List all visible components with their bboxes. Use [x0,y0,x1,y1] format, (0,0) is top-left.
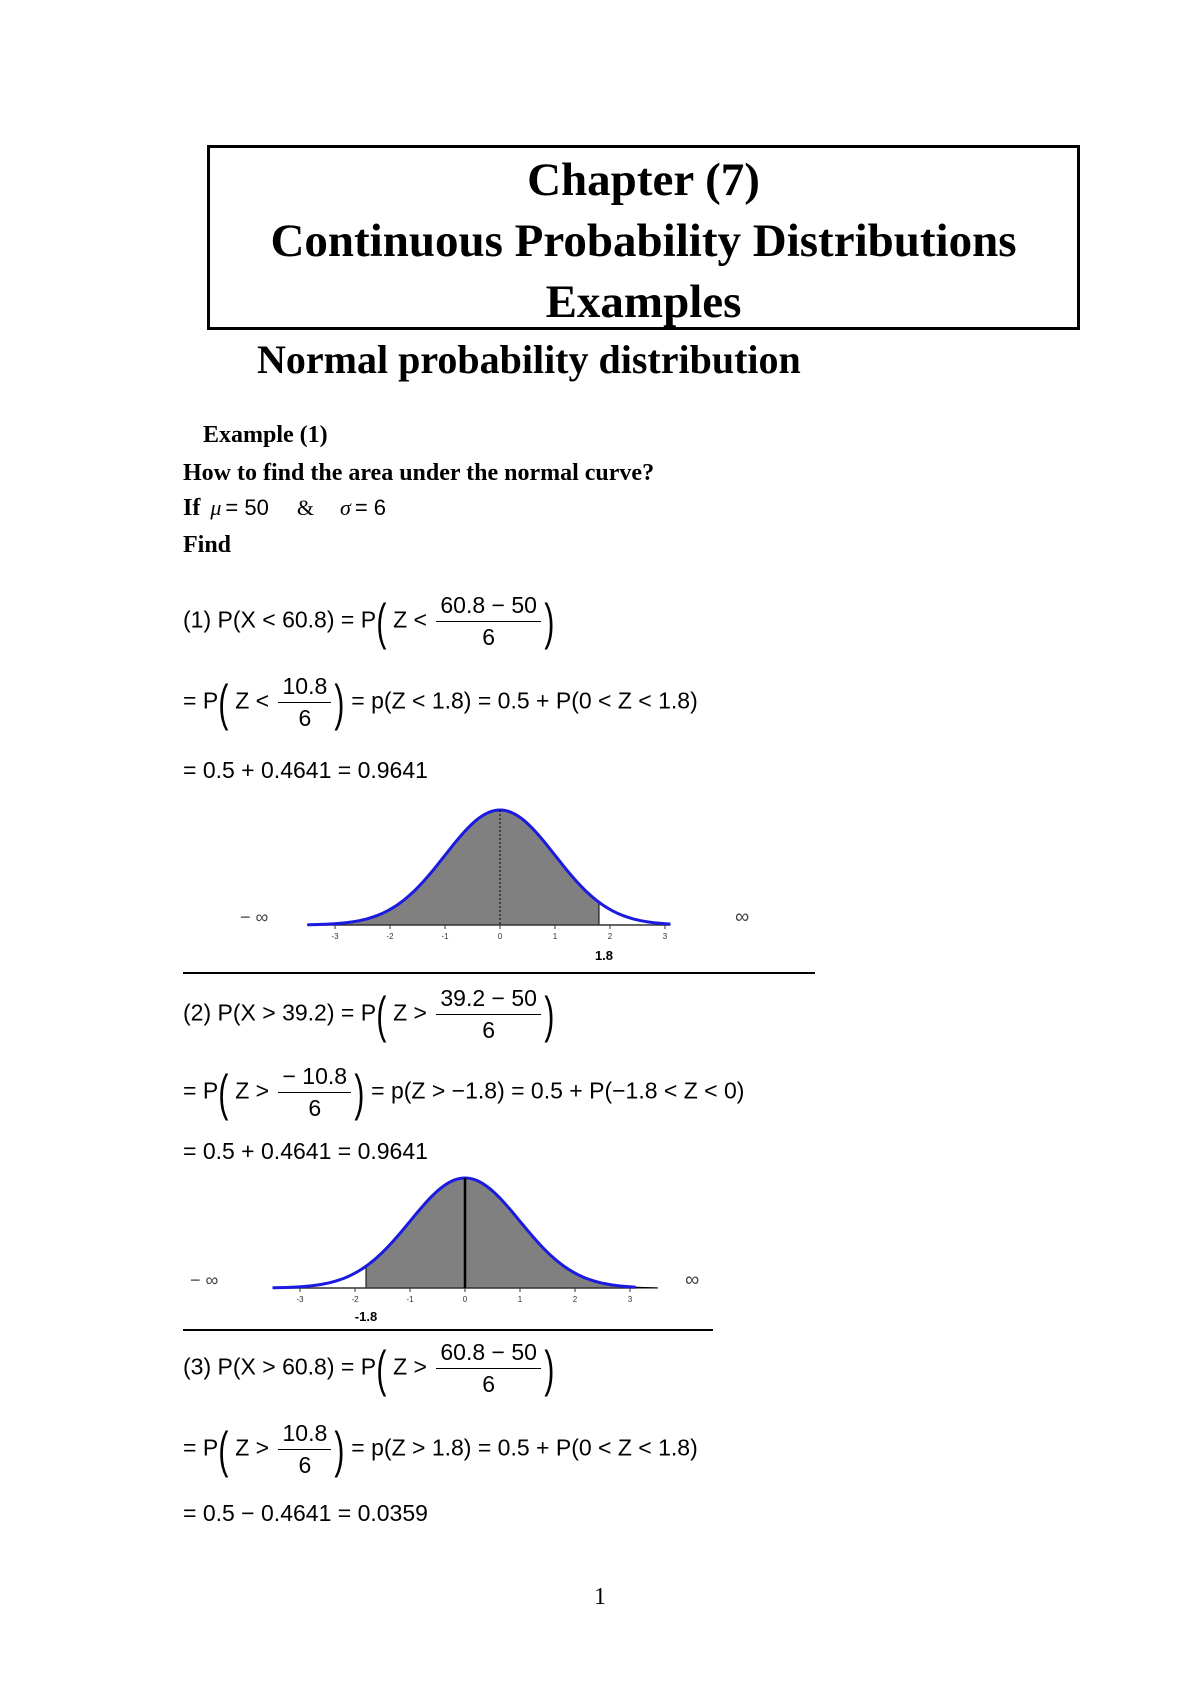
close-paren: ) [354,1064,365,1121]
part3-result: = 0.5 − 0.4641 = 0.0359 [183,1500,428,1526]
equation-prefix: = P [183,687,219,714]
shaded-area [308,810,600,925]
part-number: (3) [183,1353,212,1380]
tick-label: -2 [351,1295,359,1304]
part2-line2 [183,1063,744,1122]
tick-label: 0 [462,1295,468,1304]
ampersand: & [296,495,314,520]
part1-result: = 0.5 + 0.4641 = 0.9641 [183,757,428,783]
minus-infinity-label: − ∞ [240,907,269,927]
numerator: 39.2 − 50 [436,985,541,1015]
example-question: How to find the area under the normal curve? [183,460,655,486]
normal-curve-figure-1 [230,795,770,970]
part-number: (1) [183,606,212,633]
equation-rest: = p(Z < 1.8) = 0.5 + P(0 < Z < 1.8) [351,687,698,714]
numerator: 60.8 − 50 [436,1339,541,1369]
part-number: (2) [183,999,212,1026]
shaded-area [366,1178,658,1288]
tick-label: 2 [572,1295,578,1304]
fraction [436,985,541,1044]
tick-label: 1 [552,932,558,941]
tick-label: -1 [406,1295,414,1304]
z-comparison: Z > [235,1077,270,1104]
part2-line1 [183,985,555,1044]
equation-lhs: P(X < 60.8) = P [217,606,377,633]
equation-lhs: P(X > 39.2) = P [217,999,377,1026]
close-paren: ) [334,674,345,731]
equation-lhs: P(X > 60.8) = P [217,1353,377,1380]
mu-symbol: μ [210,495,222,520]
open-paren: ( [218,1064,229,1121]
tick-label: 2 [607,932,613,941]
fraction [278,1420,331,1479]
z-comparison: Z < [235,687,270,714]
if-label: If [183,495,201,521]
numerator: 10.8 [278,1420,331,1450]
close-paren: ) [334,1421,345,1478]
z-marker-label: 1.8 [594,948,614,963]
close-paren: ) [544,986,555,1043]
example-label: Example (1) [203,422,328,448]
section-heading: Normal probability distribution [257,337,801,382]
sigma-value: = 6 [354,495,387,520]
open-paren: ( [376,1340,387,1397]
tick-label: -3 [296,1295,304,1304]
page-number: 1 [594,1584,606,1610]
minus-infinity-label: − ∞ [190,1270,219,1290]
close-paren: ) [544,1340,555,1397]
denominator: 6 [298,705,312,731]
numerator: 10.8 [278,673,331,703]
sigma-symbol: σ [339,495,351,520]
mu-value: = 50 [225,495,269,520]
given-parameters [183,495,386,522]
find-label: Find [183,532,232,558]
close-paren: ) [544,593,555,650]
part1-line1 [183,592,555,651]
equation-rest: = p(Z > −1.8) = 0.5 + P(−1.8 < Z < 0) [371,1077,745,1104]
normal-curve-figure-2 [180,1168,725,1328]
fraction [436,592,541,651]
z-comparison: Z < [393,606,427,633]
denominator: 6 [482,1017,496,1043]
chapter-topic: Continuous Probability Distributions [270,215,1017,267]
tick-label: -3 [331,932,339,941]
numerator: 60.8 − 50 [436,592,541,622]
chapter-title: Chapter (7) [527,154,760,206]
tick-label: -2 [386,932,394,941]
equation-rest: = p(Z > 1.8) = 0.5 + P(0 < Z < 1.8) [351,1434,698,1461]
tick-label: 0 [497,932,503,941]
tick-label: 3 [627,1295,633,1304]
denominator: 6 [298,1452,312,1478]
chapter-subtopic: Examples [545,276,742,328]
open-paren: ( [376,986,387,1043]
equation-prefix: = P [183,1077,219,1104]
part3-line1 [183,1339,555,1398]
plus-infinity-label: ∞ [685,1269,700,1291]
part1-line2 [183,673,698,732]
denominator: 6 [308,1095,322,1121]
fraction [278,1063,351,1122]
chapter-title-box [207,145,1080,330]
open-paren: ( [218,674,229,731]
z-marker-label: -1.8 [354,1309,378,1324]
part3-line2 [183,1420,698,1479]
plus-infinity-label: ∞ [735,906,750,928]
denominator: 6 [482,624,496,650]
divider [183,1329,713,1331]
open-paren: ( [376,593,387,650]
z-comparison: Z > [235,1434,270,1461]
tick-label: 3 [662,932,668,941]
fraction [278,673,331,732]
part2-result: = 0.5 + 0.4641 = 0.9641 [183,1138,428,1164]
equation-prefix: = P [183,1434,219,1461]
tick-label: -1 [441,932,449,941]
z-comparison: Z > [393,999,427,1026]
z-comparison: Z > [393,1353,427,1380]
divider [183,972,815,974]
numerator: − 10.8 [278,1063,351,1093]
fraction [436,1339,541,1398]
open-paren: ( [218,1421,229,1478]
tick-label: 1 [517,1295,523,1304]
denominator: 6 [482,1371,496,1397]
